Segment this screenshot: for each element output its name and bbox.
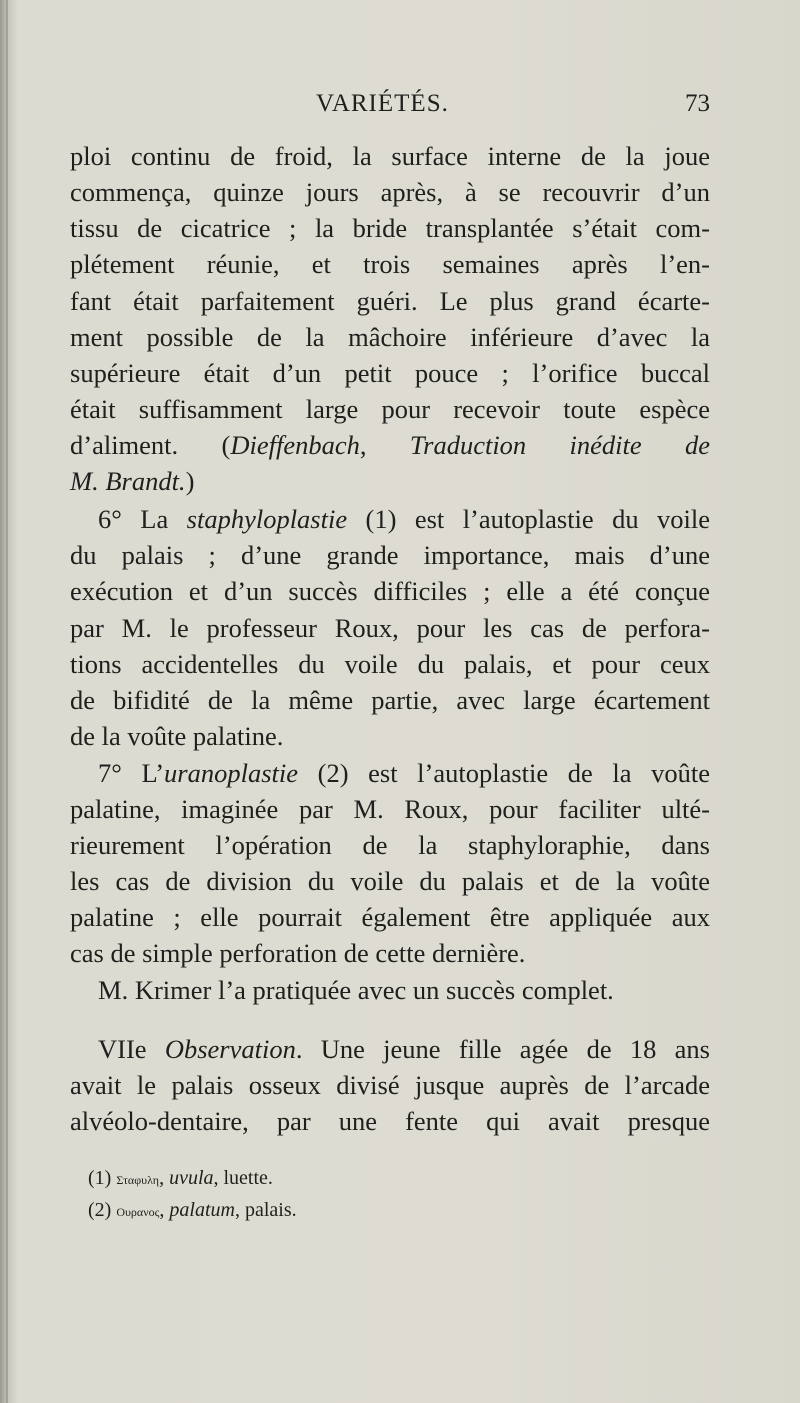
page-gutter-shadow xyxy=(6,0,8,1403)
text-line: de bifidité de la même partie, avec large écartement xyxy=(70,685,710,715)
text-line: rieurement l’opération de la staphyloraphie, dans xyxy=(70,830,710,860)
text-line: par M. le professeur Roux, pour les cas de perfora- xyxy=(70,613,710,643)
greek-word: Ουρανος xyxy=(116,1205,160,1219)
footnote-text: , luette. xyxy=(213,1167,273,1189)
text-line-citation xyxy=(70,427,710,463)
line-text: 7° L’ xyxy=(98,758,165,788)
text-line: était suffisamment large pour recevoir toute espèce xyxy=(70,394,710,424)
text-line: ment possible de la mâchoire inférieure d’avec la xyxy=(70,322,710,352)
text-line-item-6 xyxy=(70,501,710,537)
text-line: fant était parfaitement guéri. Le plus grand écarte- xyxy=(70,286,710,316)
text-line: supérieure était d’un petit pouce ; l’orifice buccal xyxy=(70,358,710,388)
italic-term: uranoplastie xyxy=(164,758,299,788)
latin-word: palatum xyxy=(169,1199,235,1221)
footnote-mark: (1) xyxy=(88,1167,112,1189)
footnote-1: (1) Σταφυλη, uvula, luette. xyxy=(88,1167,273,1189)
footnote-2: (2) Ουρανος, palatum, palais. xyxy=(88,1199,297,1221)
footnote-text: , palais. xyxy=(234,1199,297,1221)
italic-author: Dieffenbach xyxy=(230,430,360,460)
text-line: plétement réunie, et trois semaines après l’en- xyxy=(70,249,710,279)
text-line: ploi continu de froid, la surface interne de la joue xyxy=(70,141,710,171)
line-text: VIIe xyxy=(98,1034,165,1064)
text-line: tissu de cicatrice ; la bride transplantée s’était com- xyxy=(70,213,710,243)
page-header xyxy=(70,90,710,126)
page-number: 73 xyxy=(685,90,710,117)
text-line: du palais ; d’une grande importance, mais d’une xyxy=(70,540,710,570)
text-line: avait le palais osseux divisé jusque auprès de l’arcade xyxy=(70,1070,710,1100)
footnote-mark: (2) xyxy=(88,1199,112,1221)
italic-heading: Observation xyxy=(164,1034,296,1064)
italic-term: staphyloplastie xyxy=(186,504,348,534)
text-line: palatine, imaginée par M. Roux, pour faciliter ulté- xyxy=(70,794,710,824)
text-line: tions accidentelles du voile du palais, et pour ceux xyxy=(70,649,710,679)
text-line: commença, quinze jours après, à se recouvrir d’un xyxy=(70,177,710,207)
italic-title: Traduction inédite de xyxy=(409,430,711,460)
text-line-citation-end xyxy=(70,463,710,499)
line-text: (1) est l’autoplastie du voile xyxy=(347,504,711,534)
line-text: d’aliment. ( xyxy=(70,430,231,460)
text-line: les cas de division du voile du palais et de la voûte xyxy=(70,866,710,896)
text-line: de la voûte palatine. xyxy=(70,721,284,751)
running-head: VARIÉTÉS. xyxy=(316,90,449,117)
greek-word: Σταφυλη xyxy=(116,1173,160,1187)
latin-word: uvula xyxy=(169,1167,214,1189)
text-line: alvéolo-dentaire, par une fente qui avait presque xyxy=(70,1106,710,1136)
text-line: exécution et d’un succès difficiles ; elle a été conçue xyxy=(70,576,710,606)
line-text: , xyxy=(359,430,410,460)
line-text: 6° La xyxy=(98,504,187,534)
text-line-observation xyxy=(70,1031,710,1067)
line-text: ) xyxy=(185,466,195,496)
text-line-item-7 xyxy=(70,755,710,791)
text-line: palatine ; elle pourrait également être appliquée aux xyxy=(70,902,710,932)
line-text: . Une jeune fille agée de 18 ans xyxy=(295,1034,710,1064)
line-text: (2) est l’autoplastie de la voûte xyxy=(298,758,710,788)
text-line: M. Krimer l’a pratiquée avec un succès complet. xyxy=(98,975,614,1005)
text-line: cas de simple perforation de cette dernière. xyxy=(70,938,526,968)
italic-author: M. Brandt. xyxy=(70,466,186,496)
